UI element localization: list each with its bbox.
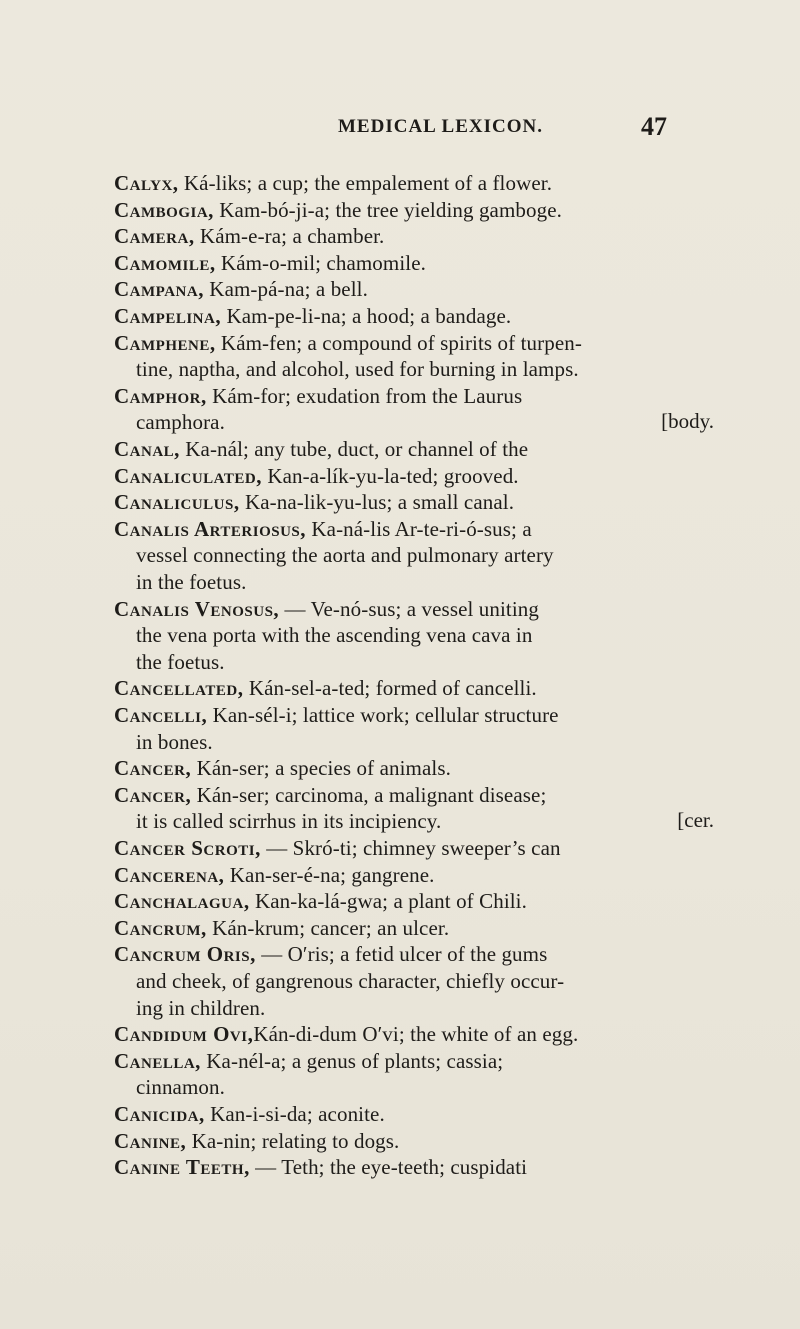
entry-continuation-line — [136, 995, 265, 1021]
entry-line — [114, 835, 561, 861]
definition-text: Kán-ser; a species of animals. — [191, 756, 451, 781]
headword: Canine Teeth, — [114, 1155, 250, 1180]
definition-text: the foetus. — [136, 649, 225, 674]
definition-text: tine, naptha, and alcohol, used for burning in lamps. — [136, 357, 579, 382]
entry-continuation-line — [136, 569, 246, 595]
entry-line — [114, 276, 368, 302]
entry-line — [114, 1101, 385, 1127]
headword: Canalis Arteriosus, — [114, 516, 307, 541]
entry-line — [114, 888, 527, 914]
headword: Cancrum Oris, — [114, 942, 256, 967]
definition-text: — O′ris; a fetid ulcer of the gums — [255, 942, 548, 967]
headword: Calyx, — [114, 171, 179, 195]
definition-text: Ká-liks; a cup; the empalement of a flower. — [178, 171, 553, 195]
entry-line — [114, 436, 528, 462]
entry-line — [114, 463, 519, 489]
headword: Cancrum, — [114, 915, 207, 940]
definition-text: Ka-nál; any tube, duct, or channel of the — [179, 437, 529, 461]
entry-continuation-line — [136, 808, 441, 834]
entry-continuation-line — [136, 356, 579, 382]
definition-text: Kám-for; exudation from the Laurus — [206, 383, 523, 408]
definition-text: Kan-ka-lá-gwa; a plant of Chili. — [249, 889, 527, 914]
definition-text: — Ve-nó-sus; a vessel uniting — [279, 596, 539, 621]
entry-line — [114, 1021, 578, 1047]
entry-line — [114, 862, 435, 888]
headword: Camera, — [114, 224, 195, 249]
definition-text: Kán-krum; cancer; an ulcer. — [206, 915, 450, 940]
headword: Canicida, — [114, 1102, 205, 1126]
entry-line — [114, 941, 547, 967]
definition-text: Kam-bó-ji-a; the tree yielding gamboge. — [213, 197, 562, 222]
entry-continuation-line — [136, 622, 532, 648]
entry-line — [114, 782, 546, 808]
definition-text: and cheek, of gangrenous character, chiefly occur- — [136, 969, 565, 993]
definition-text: — Teth; the eye-teeth; cuspidati — [249, 1155, 528, 1180]
headword: Candidum Ovi, — [114, 1022, 254, 1047]
definition-text: Kán-di-dum O′vi; the white of an egg. — [253, 1022, 579, 1047]
entry-line — [114, 1048, 503, 1074]
definition-text: Kam-pe-li-na; a hood; a bandage. — [221, 304, 512, 328]
entry-continuation-line — [136, 649, 225, 675]
entry-line — [114, 1128, 399, 1154]
definition-text: Ka-nin; relating to dogs. — [186, 1128, 400, 1153]
definition-text: ing in children. — [136, 995, 266, 1020]
headword: Canal, — [114, 437, 180, 461]
entry-line — [114, 489, 514, 515]
entry-line — [114, 170, 552, 196]
carry-over-word: [body. — [661, 409, 714, 434]
entry-line — [114, 1154, 527, 1180]
definition-text: Kám-e-ra; a chamber. — [194, 224, 385, 249]
headword: Cancer, — [114, 756, 192, 781]
headword: Canine, — [114, 1128, 187, 1153]
entry-line — [114, 702, 559, 728]
entry-line — [114, 303, 511, 329]
headword: Canaliculated, — [114, 463, 262, 488]
headword: Camphene, — [114, 330, 216, 355]
headword: Cancelli, — [114, 703, 208, 727]
entry-line — [114, 915, 449, 941]
headword: Cancer, — [114, 782, 192, 807]
headword: Cancellated, — [114, 676, 244, 701]
headword: Cancerena, — [114, 862, 225, 887]
definition-text: Ka-nél-a; a genus of plants; cassia; — [200, 1048, 504, 1073]
entry-line — [114, 223, 384, 249]
headword: Canaliculus, — [114, 490, 240, 515]
definition-text: vessel connecting the aorta and pulmonary artery — [136, 543, 554, 568]
definition-text: Kan-i-si-da; aconite. — [204, 1102, 385, 1126]
definition-text: Kan-ser-é-na; gangrene. — [224, 862, 435, 887]
definition-text: — Skró-ti; chimney sweeper’s can — [260, 836, 561, 860]
definition-text: Kán-ser; carcinoma, a malignant disease; — [191, 782, 547, 807]
headword: Campelina, — [114, 304, 222, 328]
headword: Camomile, — [114, 250, 216, 275]
definition-text: Kan-sél-i; lattice work; cellular structure — [207, 703, 559, 727]
definition-text: Kám-fen; a compound of spirits of turpen- — [215, 330, 582, 355]
definition-text: Kan-a-lík-yu-la-ted; grooved. — [262, 463, 519, 488]
definition-text: cinnamon. — [136, 1075, 225, 1100]
entry-continuation-line — [136, 729, 213, 755]
definition-text: in the foetus. — [136, 570, 247, 594]
headword: Camphor, — [114, 383, 207, 408]
page-number: 47 — [641, 112, 667, 141]
entry-line — [114, 383, 522, 409]
headword: Cambogia, — [114, 197, 214, 222]
entry-continuation-line — [136, 1074, 225, 1100]
definition-text: Kán-sel-a-ted; formed of cancelli. — [243, 676, 537, 701]
entry-continuation-line — [136, 542, 554, 568]
headword: Campana, — [114, 277, 204, 302]
carry-over-word: [cer. — [677, 808, 714, 833]
headword: Canella, — [114, 1048, 201, 1073]
entry-continuation-line — [136, 968, 564, 994]
entry-line — [114, 596, 539, 622]
entry-line — [114, 250, 426, 276]
definition-text: camphora. — [136, 410, 225, 435]
headword: Canalis Venosus, — [114, 596, 280, 621]
entry-line — [114, 330, 582, 356]
definition-text: in bones. — [136, 729, 213, 754]
entry-continuation-line — [136, 409, 225, 435]
definition-text: Ka-na-lik-yu-lus; a small canal. — [239, 490, 515, 515]
entry-line — [114, 516, 532, 542]
entry-line — [114, 755, 451, 781]
definition-text: Ka-ná-lis Ar-te-ri-ó-sus; a — [306, 516, 532, 541]
running-title: MEDICAL LEXICON. — [338, 116, 543, 137]
entry-line — [114, 675, 537, 701]
definition-text: Kám-o-mil; chamomile. — [215, 250, 426, 275]
definition-text: the vena porta with the ascending vena cava in — [136, 623, 533, 648]
headword: Canchalagua, — [114, 889, 250, 914]
definition-text: it is called scirrhus in its incipiency. — [136, 809, 442, 834]
headword: Cancer Scroti, — [114, 836, 261, 860]
entry-line — [114, 197, 562, 223]
definition-text: Kam-pá-na; a bell. — [203, 277, 368, 302]
